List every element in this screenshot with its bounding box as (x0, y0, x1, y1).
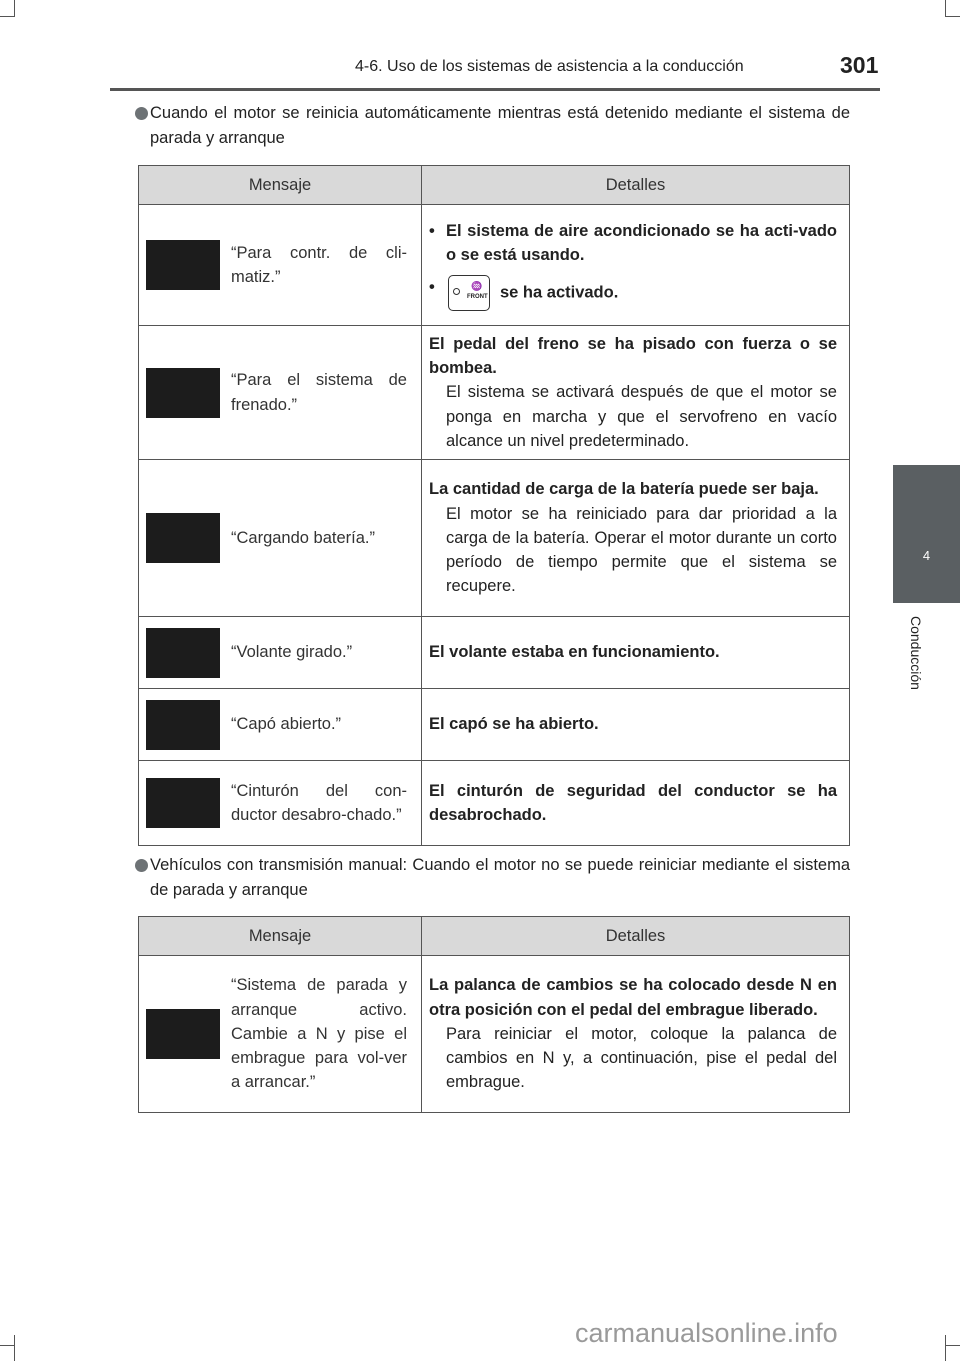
detail-text: El sistema se activará después de que el motor se ponga en marcha y que el servofreno en vacío alcance un nivel predeterminado. (446, 383, 837, 450)
details-cell: El cinturón de seguridad del conductor se ha desabrochado. (422, 761, 850, 846)
table-row (139, 956, 850, 1113)
table-row (139, 689, 850, 761)
watermark: carmanualsonline.info (575, 1318, 838, 1348)
detail-text: El motor se ha reiniciado para dar prioridad a la carga de la batería. Operar el motor durante un corto período de tiempo permite que el sistema se recupere. (446, 504, 837, 596)
message-cell (139, 689, 422, 761)
message-text: “Cargando batería.” (231, 528, 375, 547)
front-defroster-button-icon: • ♒ FRONT (448, 275, 490, 311)
message-cell (139, 956, 422, 1113)
header-title: 4-6. Uso de los sistemas de asistencia a la conducción (355, 58, 744, 75)
detail-title: El pedal del freno se ha pisado con fuerza o se bombea. (429, 334, 837, 378)
detail-text: se ha activado. (500, 283, 619, 302)
crop-mark (945, 1345, 960, 1346)
details-cell: El capó se ha abierto. (422, 689, 850, 761)
details-cell (422, 460, 850, 617)
detail-item (429, 275, 837, 311)
details-cell (422, 326, 850, 460)
message-cell (139, 460, 422, 617)
message-text: “Capó abierto.” (231, 715, 342, 734)
message-text: “Cinturón del con-ductor desabro-chado.” (231, 781, 407, 824)
message-text: “Volante girado.” (231, 643, 353, 662)
message-cell (139, 761, 422, 846)
message-cell (139, 617, 422, 689)
crop-mark (945, 0, 946, 17)
table-row (139, 205, 850, 326)
section-intro: Vehículos con transmisión manual: Cuando el motor no se puede reiniciar mediante el sistema de parada y arranque (150, 856, 850, 899)
detail-item: • El sistema de aire acondicionado se ha acti-vado o se está usando. (429, 219, 837, 268)
detail-title: La cantidad de carga de la batería puede ser baja. (429, 480, 819, 499)
auto-stop-start-off-icon (146, 513, 220, 563)
details-cell (422, 205, 850, 326)
auto-stop-start-off-icon (146, 628, 220, 678)
section-intro: Cuando el motor se reinicia automáticamente mientras está detenido mediante el sistema de parada y arranque (150, 104, 850, 147)
message-text: “Para contr. de cli-matiz.” (231, 243, 407, 286)
chapter-number: 4 (922, 548, 931, 563)
table-header-row (139, 166, 850, 205)
crop-mark (0, 1345, 14, 1346)
detail-title: La palanca de cambios se ha colocado desde N en otra posición con el pedal del embrague liberado. (429, 976, 837, 1019)
crop-mark (14, 0, 15, 17)
auto-stop-start-off-icon (146, 700, 220, 750)
chapter-tab (893, 465, 960, 603)
chapter-label: Conducción (908, 616, 924, 690)
crop-mark (0, 16, 14, 17)
bullet-icon (135, 859, 148, 872)
auto-stop-start-off-icon (146, 778, 220, 828)
message-table (138, 916, 850, 1113)
section-bullet (135, 853, 850, 903)
message-cell (139, 205, 422, 326)
table-row (139, 617, 850, 689)
column-header-message: Mensaje (139, 917, 422, 956)
message-text: “Para el sistema de frenado.” (231, 371, 407, 414)
message-cell (139, 326, 422, 460)
column-header-message: Mensaje (139, 166, 422, 205)
section-bullet (135, 101, 850, 151)
details-cell (422, 956, 850, 1113)
details-cell: El volante estaba en funcionamiento. (422, 617, 850, 689)
table-row (139, 326, 850, 460)
message-text: “Sistema de parada y arranque activo. Cambie a N y pise el embrague para vol-ver a arrancar.” (231, 976, 407, 1092)
table-row (139, 761, 850, 846)
message-table (138, 165, 850, 846)
auto-stop-start-off-icon (146, 1009, 220, 1059)
auto-stop-start-off-icon (146, 368, 220, 418)
crop-mark (945, 16, 960, 17)
column-header-details: Detalles (422, 166, 850, 205)
column-header-details: Detalles (422, 917, 850, 956)
bullet-icon (135, 107, 148, 120)
crop-mark (945, 1335, 946, 1361)
page-number: 301 (840, 52, 879, 78)
auto-stop-start-off-icon (146, 240, 220, 290)
crop-mark (14, 1335, 15, 1361)
detail-text: Para reiniciar el motor, coloque la palanca de cambios en N y, a continuación, pise el pedal del embrague. (446, 1024, 837, 1092)
table-row (139, 460, 850, 617)
table-header-row (139, 917, 850, 956)
header-rule (110, 88, 880, 91)
